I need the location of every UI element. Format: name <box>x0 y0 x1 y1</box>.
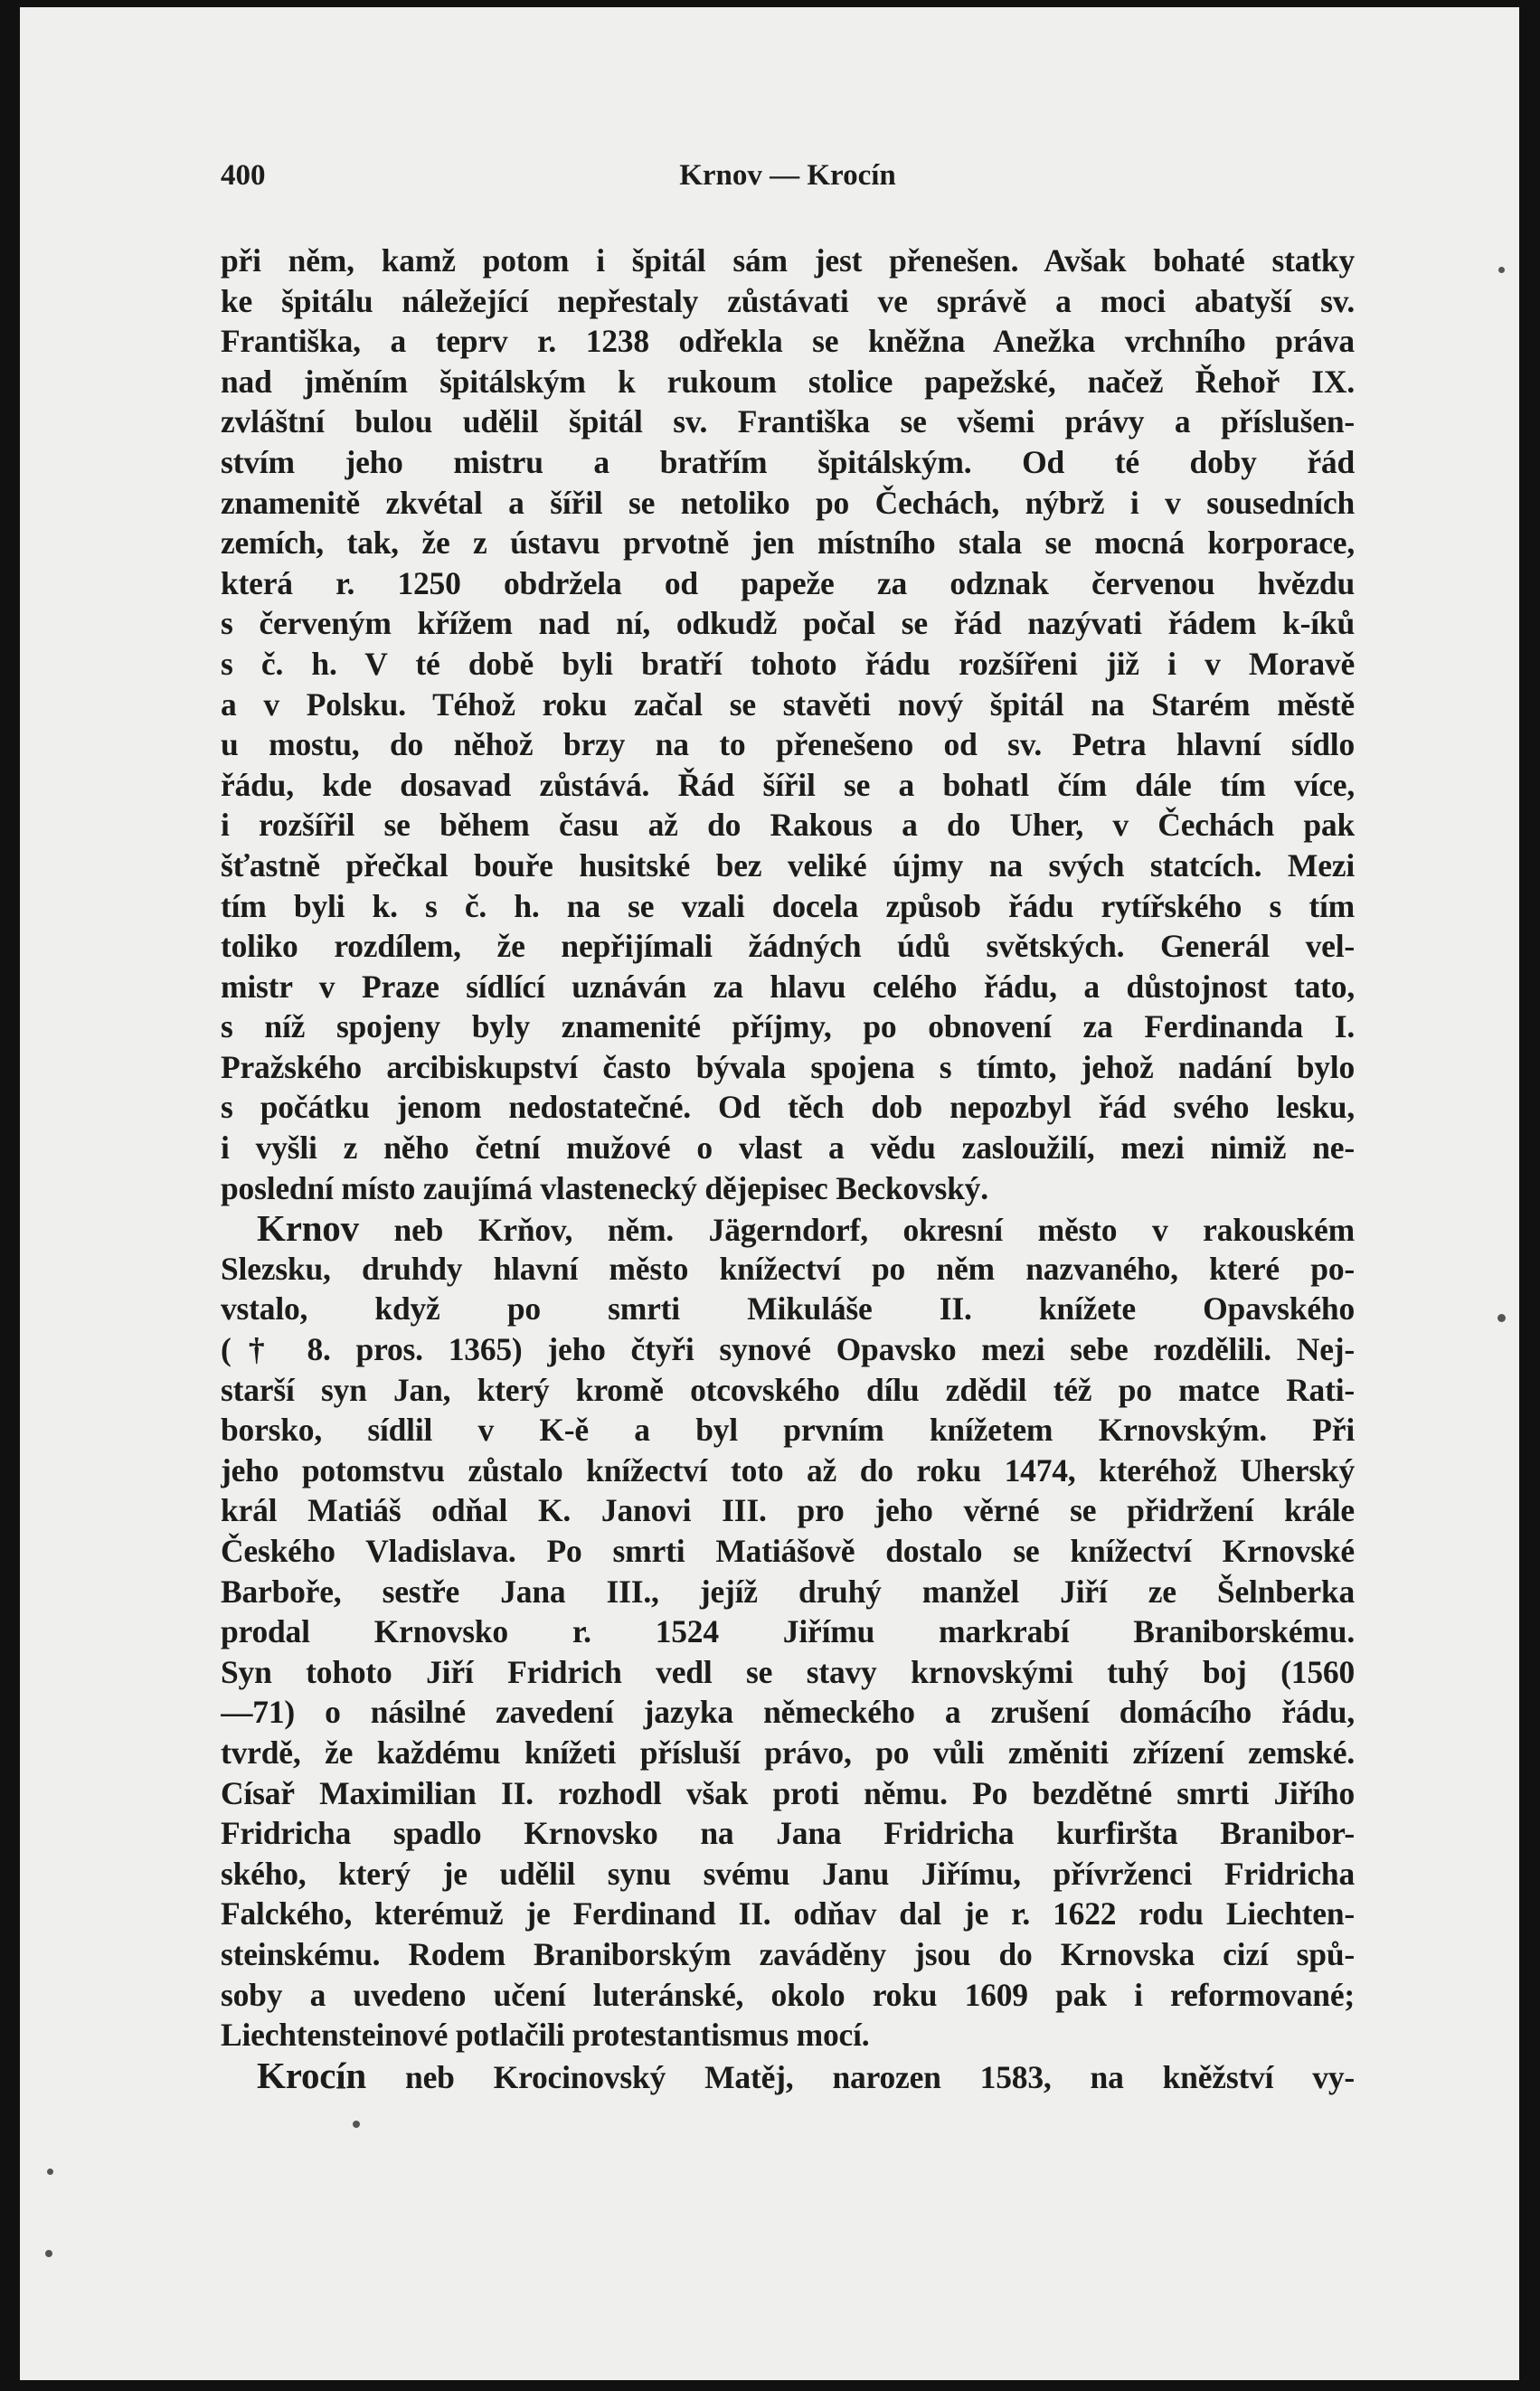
text-line: Císař Maximilian II. rozhodl však proti němu. Po bezdětné smrti Jiřího <box>221 1774 1355 1811</box>
text-line: zemích, tak, že z ústavu prvotně jen místního stala se mocná korporace, <box>221 525 1355 562</box>
text-line: ského, který je udělil synu svému Janu Jiřímu, přívrženci Fridricha <box>221 1855 1355 1892</box>
text-line: starší syn Jan, který kromě otcovského dílu zdědil též po matce Rati- <box>221 1371 1355 1408</box>
running-title: Krnov — Krocín <box>679 159 896 192</box>
entry-headword: Krnov <box>257 1208 359 1249</box>
text-line: tím byli k. s č. h. na se vzali docela způsob řádu rytířského s tím <box>221 887 1355 924</box>
text-line: vstalo, když po smrti Mikuláše II. knížete Opavského <box>221 1290 1355 1328</box>
page-body <box>221 241 1355 2095</box>
text-line: znamenitě zkvétal a šířil se netoliko po Čechách, nýbrž i v sousedních <box>221 484 1355 521</box>
text-line: při něm, kamž potom i špitál sám jest přenešen. Avšak bohaté statky <box>221 242 1355 279</box>
text-line: i rozšířil se během času až do Rakous a do Uher, v Čechách pak <box>221 807 1355 844</box>
margin-speck <box>1498 267 1505 273</box>
text-line: i vyšli z něho četní mužové o vlast a vědu zasloužilí, mezi nimiž ne- <box>221 1129 1355 1167</box>
text-line: toliko rozdílem, že nepřijímali žádných údů světských. Generál vel- <box>221 928 1355 965</box>
text-line: soby a uvedeno učení luteránské, okolo roku 1609 pak i reformované; <box>221 1976 1355 2013</box>
entry-krnov <box>221 1208 1355 2055</box>
text-line: u mostu, do něhož brzy na to přenešeno od sv. Petra hlavní sídlo <box>221 726 1355 763</box>
text-line: s níž spojeny byly znamenité příjmy, po obnovení za Ferdinanda I. <box>221 1008 1355 1045</box>
text-line: prodal Krnovsko r. 1524 Jiřímu markrabí Braniborskému. <box>221 1613 1355 1650</box>
text-line: král Matiáš odňal K. Janovi III. pro jeho věrné se přidržení krále <box>221 1492 1355 1529</box>
text-line: Falckého, kterémuž je Ferdinand II. odňav dal je r. 1622 rodu Liechten- <box>221 1895 1355 1933</box>
text-line: jeho potomstvu zůstalo knížectví toto až do roku 1474, kteréhož Uherský <box>221 1451 1355 1488</box>
entry-krocin <box>221 2056 1355 2096</box>
text-line: nad jměním špitálským k rukoum stolice papežské, načež Řehoř IX. <box>221 363 1355 400</box>
text-line: a v Polsku. Téhož roku začal se stavěti nový špitál na Starém městě <box>221 685 1355 723</box>
text-line: tvrdě, že každému knížeti přísluší právo, po vůli změniti zřízení zemské. <box>221 1734 1355 1771</box>
margin-speck <box>1497 1314 1506 1322</box>
text-line: Fridricha spadlo Krnovsko na Jana Fridricha kurfiršta Branibor- <box>221 1815 1355 1852</box>
entry-first-line <box>221 1208 1355 1249</box>
text-line: borsko, sídlil v K-ě a byl prvním knížetem Krnovským. Při <box>221 1412 1355 1449</box>
text-line: zvláštní bulou udělil špitál sv. Františka se všemi právy a příslušen- <box>221 403 1355 440</box>
margin-speck <box>353 2121 360 2128</box>
text-line: poslední místo zaujímá vlastenecký dějepisec Beckovský. <box>221 1169 988 1206</box>
previous-entry-continuation <box>221 241 1355 1208</box>
page-number: 400 <box>221 159 266 192</box>
text-line: —71) o násilné zavedení jazyka německého a zrušení domácího řádu, <box>221 1694 1355 1731</box>
text-line: s červeným křížem nad ní, odkudž počal se řád nazývati řádem k-íků <box>221 605 1355 642</box>
page-header <box>221 159 1355 203</box>
text-line: Františka, a teprv r. 1238 odřekla se kněžna Anežka vrchního práva <box>221 323 1355 360</box>
text-line: s počátku jenom nedostatečné. Od těch dob nepozbyl řád svého lesku, <box>221 1089 1355 1126</box>
text-line: Syn tohoto Jiří Fridrich vedl se stavy krnovskými tuhý boj (1560 <box>221 1653 1355 1690</box>
entry-first-line <box>221 2056 1355 2096</box>
text-line: steinskému. Rodem Braniborským zaváděny jsou do Krnovska cizí spů- <box>221 1935 1355 1972</box>
text-line: mistr v Praze sídlící uznáván za hlavu celého řádu, a důstojnost tato, <box>221 968 1355 1005</box>
text-line: Liechtensteinové potlačili protestantismus mocí. <box>221 2017 870 2054</box>
text-line: která r. 1250 obdržela od papeže za odznak červenou hvězdu <box>221 564 1355 601</box>
text-line: řádu, kde dosavad zůstává. Řád šířil se a bohatl čím dále tím více, <box>221 766 1355 803</box>
margin-speck <box>45 2250 52 2257</box>
text-line: Českého Vladislava. Po smrti Matiášově dostalo se knížectví Krnovské <box>221 1533 1355 1569</box>
text-line: († 8. pros. 1365) jeho čtyři synové Opavsko mezi sebe rozdělili. Nej- <box>221 1331 1355 1368</box>
text-line: stvím jeho mistru a bratřím špitálským. Od té doby řád <box>221 443 1355 480</box>
entry-first-line-text: neb Krocinovský Matěj, narozen 1583, na kněžství vy- <box>366 2058 1355 2095</box>
text-line: Slezsku, druhdy hlavní město knížectví po něm nazvaného, které po- <box>221 1250 1355 1287</box>
entry-headword: Krocín <box>257 2055 367 2096</box>
text-line: ke špitálu náležející nepřestaly zůstávati ve správě a moci abatyší sv. <box>221 282 1355 319</box>
margin-speck <box>47 2169 53 2175</box>
text-line: šťastně přečkal bouře husitské bez veliké újmy na svých statcích. Mezi <box>221 846 1355 884</box>
text-line: Pražského arcibiskupství často bývala spojena s tímto, jehož nadání bylo <box>221 1048 1355 1085</box>
text-line: s č. h. V té době byli bratří tohoto řádu rozšířeni již i v Moravě <box>221 645 1355 682</box>
entry-first-line-text: neb Krňov, něm. Jägerndorf, okresní město v rakouském <box>358 1212 1355 1249</box>
text-line: Barboře, sestře Jana III., jejíž druhý manžel Jiří ze Šelnberka <box>221 1573 1355 1610</box>
book-page <box>20 7 1519 2380</box>
